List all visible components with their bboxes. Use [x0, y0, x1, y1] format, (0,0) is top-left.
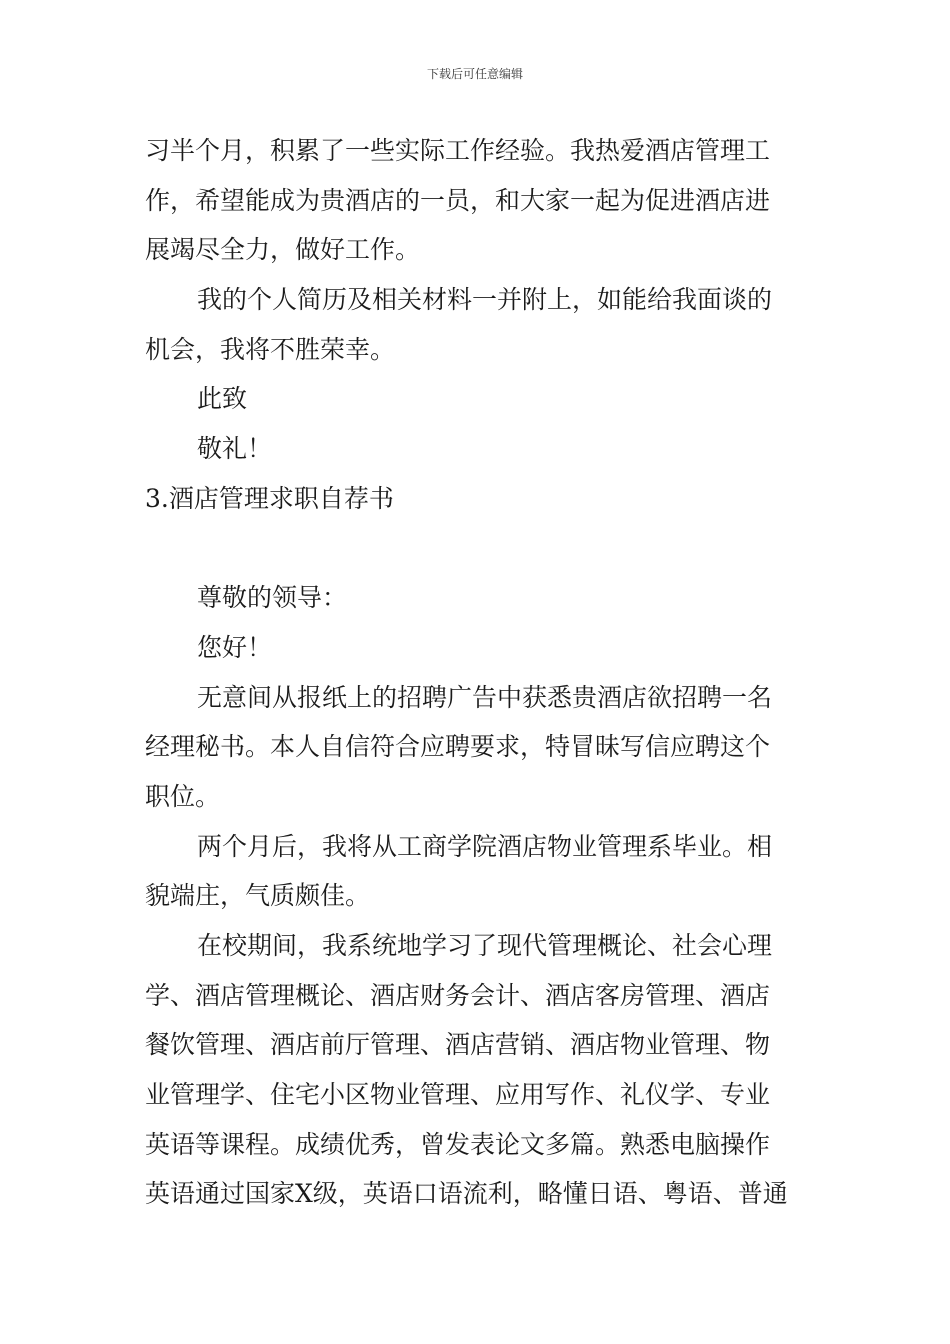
greeting-line: 尊敬的领导： — [197, 583, 348, 613]
text-line: 两个月后，我将从工商学院酒店物业管理系毕业。相 — [197, 831, 773, 861]
text-line: 我的个人简历及相关材料一并附上，如能给我面谈的 — [197, 285, 773, 315]
blank-line — [145, 524, 805, 574]
greeting-line: 您好！ — [197, 632, 273, 662]
closing-regards: 敬礼！ — [197, 434, 273, 464]
text-line: 学、酒店管理概论、酒店财务会计、酒店客房管理、酒店 — [145, 980, 771, 1010]
text-line: 机会，我将不胜荣幸。 — [145, 334, 396, 364]
text-line: 展竭尽全力，做好工作。 — [145, 235, 421, 265]
text-line: 英语通过国家X级，英语口语流利，略懂日语、粤语、普通 — [145, 1179, 788, 1209]
closing-salutation: 此致 — [197, 384, 248, 414]
text-line: 无意间从报纸上的招聘广告中获悉贵酒店欲招聘一名 — [197, 682, 773, 712]
text-line: 业管理学、住宅小区物业管理、应用写作、礼仪学、专业 — [145, 1080, 771, 1110]
document-body — [145, 126, 805, 1219]
text-line: 习半个月，积累了一些实际工作经验。我热爱酒店管理工 — [145, 136, 771, 165]
text-line: 作，希望能成为贵酒店的一员，和大家一起为促进酒店进 — [145, 185, 771, 215]
text-line: 貌端庄，气质颇佳。 — [145, 881, 371, 911]
page-header: 下载后可任意编辑 — [426, 67, 523, 81]
text-line: 餐饮管理、酒店前厅管理、酒店营销、酒店物业管理、物 — [145, 1030, 771, 1060]
text-line: 在校期间，我系统地学习了现代管理概论、社会心理 — [197, 931, 773, 960]
text-line: 英语等课程。成绩优秀，曾发表论文多篇。熟悉电脑操作 — [145, 1129, 771, 1159]
text-line: 经理秘书。本人自信符合应聘要求，特冒昧写信应聘这个 — [145, 732, 771, 762]
text-line: 职位。 — [145, 781, 221, 811]
section-heading: 3.酒店管理求职自荐书 — [145, 483, 394, 513]
